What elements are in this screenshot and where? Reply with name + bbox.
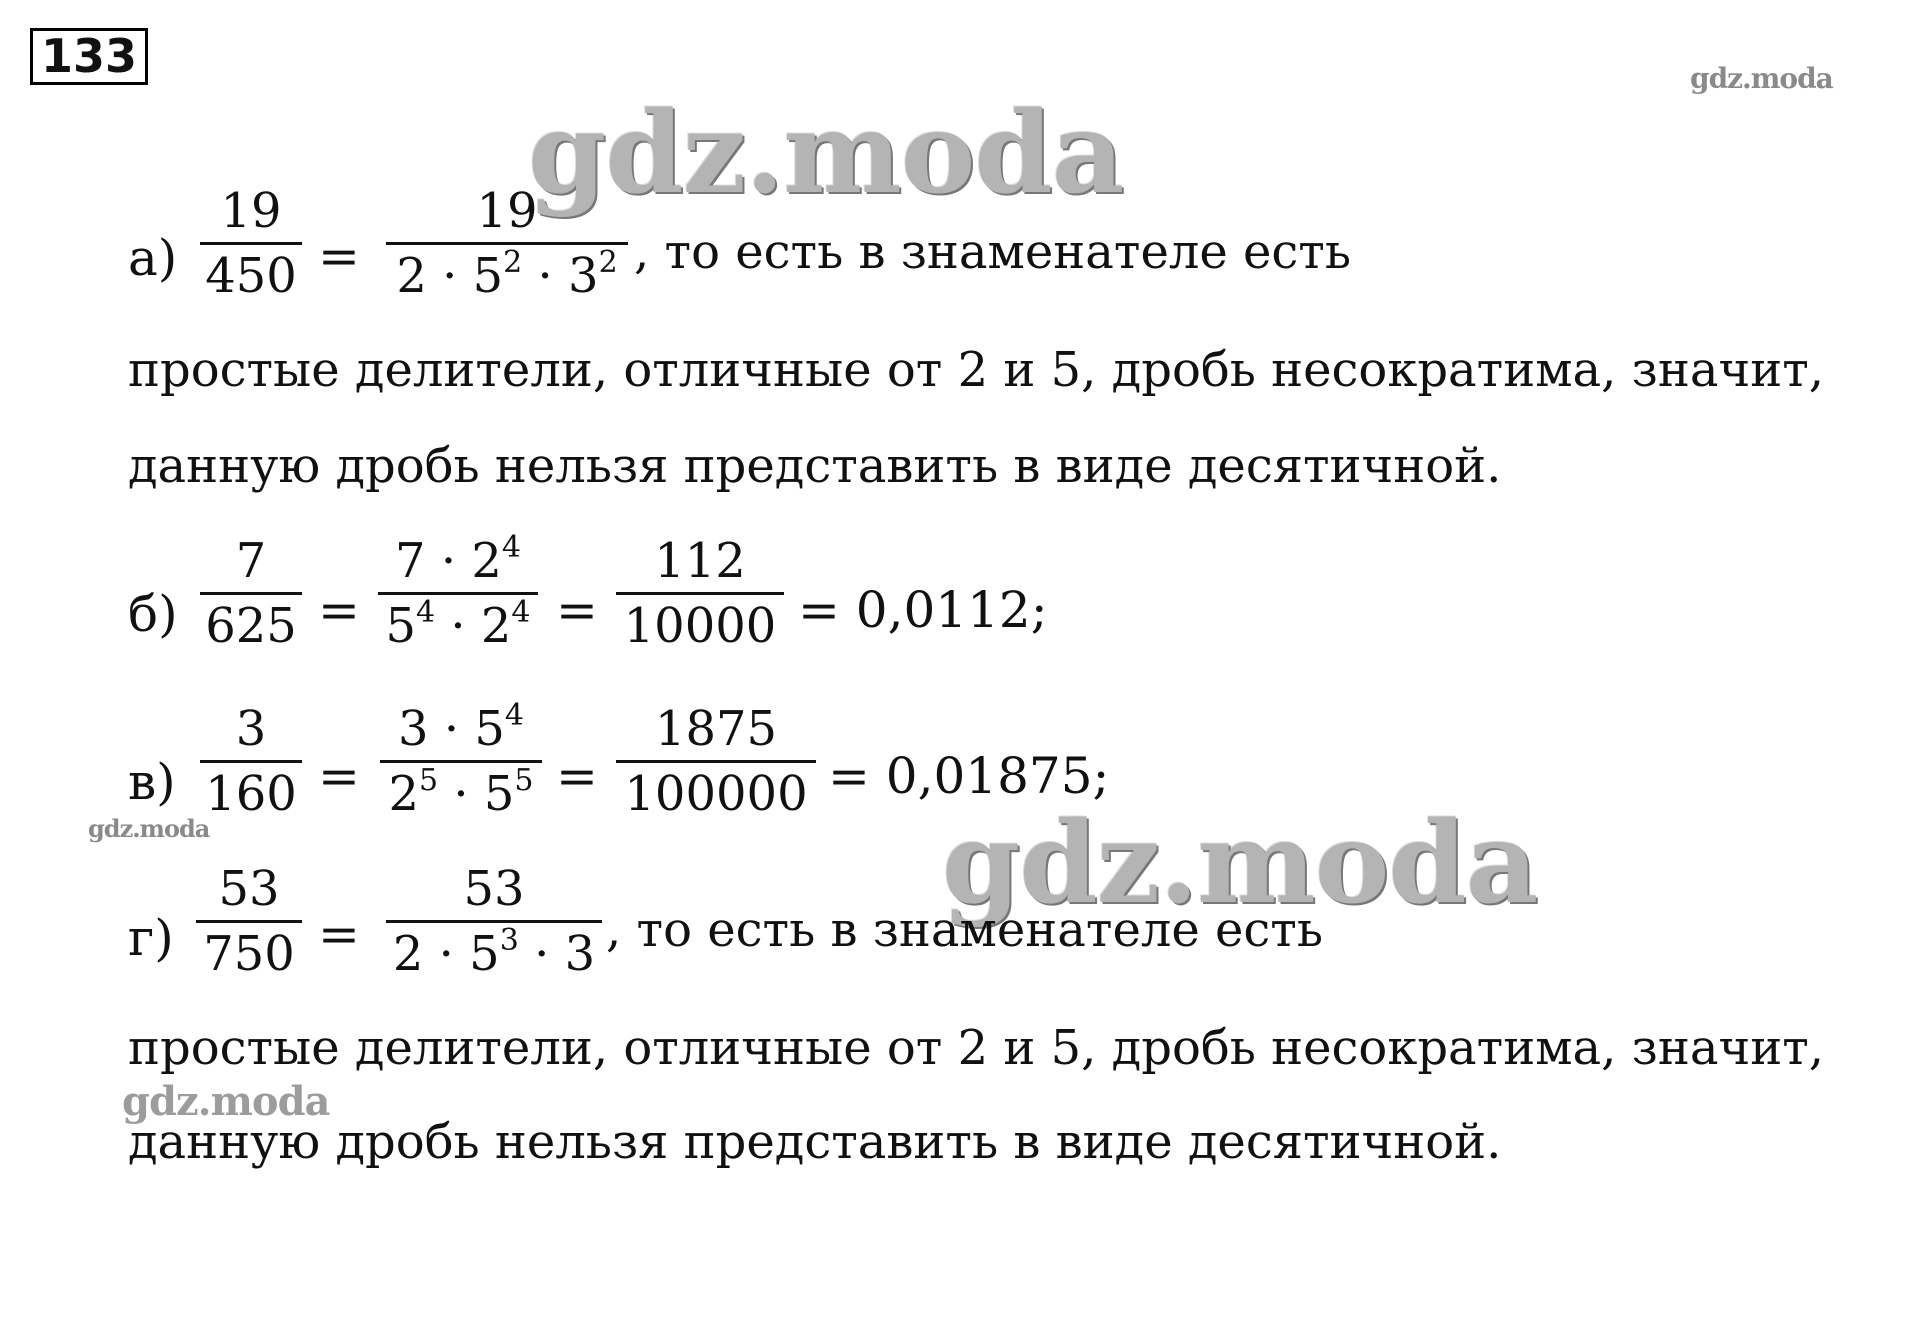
part-label: б) [128,585,178,643]
numerator: 1875 [654,701,778,757]
fraction [616,700,816,823]
fraction [200,700,302,823]
denominator: $5^4 \cdot 2^4$ [385,595,531,654]
part-label: а) [128,229,178,287]
fraction [200,532,302,655]
result: = 0,01875; [828,747,1110,805]
numerator: 3 [235,701,267,757]
fraction [616,532,784,655]
text-line: , то есть в знаменателе есть [606,902,1323,958]
part-label: г) [128,909,174,967]
fraction [386,182,628,305]
denominator: 100000 [624,766,808,822]
denominator: $2^5 \cdot 5^5$ [388,763,534,822]
numerator: 7 [235,533,267,589]
problem-number: 133 [30,28,148,85]
numerator: $7 \cdot 2^4$ [395,530,521,589]
numerator: 19 [220,183,282,239]
text-line: простые делители, отличные от 2 и 5, дробь несократима, значит, [128,1020,1825,1076]
text-line: данную дробь нельзя представить в виде десятичной. [128,1114,1502,1170]
equals-sign: = [318,581,360,639]
denominator: 450 [205,248,297,304]
watermark: gdz.moda [942,798,1538,929]
numerator: 53 [463,861,525,917]
denominator: 625 [205,598,297,654]
watermark: gdz.moda [122,1078,330,1125]
equals-sign: = [318,227,360,285]
equals-sign: = [318,905,360,963]
denominator: 10000 [623,598,777,654]
text-line: , то есть в знаменателе есть [634,224,1351,280]
watermark: gdz.moda [528,88,1124,219]
denominator: $2 \cdot 5^2 \cdot 3^2$ [396,245,618,304]
numerator: $3 \cdot 5^4$ [398,698,524,757]
text-line: данную дробь нельзя представить в виде десятичной. [128,438,1502,494]
fraction [196,860,302,983]
equals-sign: = [556,747,598,805]
numerator: 19 [476,183,538,239]
fraction [380,700,542,823]
equals-sign: = [556,581,598,639]
watermark: gdz.moda [88,814,210,843]
denominator: $2 \cdot 5^3 \cdot 3$ [392,923,596,982]
fraction [386,860,602,983]
equals-sign: = [318,747,360,805]
fraction [378,532,538,655]
numerator: 112 [654,533,746,589]
watermark: gdz.moda [1690,62,1833,95]
denominator: 160 [205,766,297,822]
fraction [200,182,302,305]
text-line: простые делители, отличные от 2 и 5, дробь несократима, значит, [128,342,1825,398]
denominator: 750 [203,926,295,982]
numerator: 53 [218,861,280,917]
part-label: в) [128,753,176,811]
result: = 0,0112; [798,581,1048,639]
